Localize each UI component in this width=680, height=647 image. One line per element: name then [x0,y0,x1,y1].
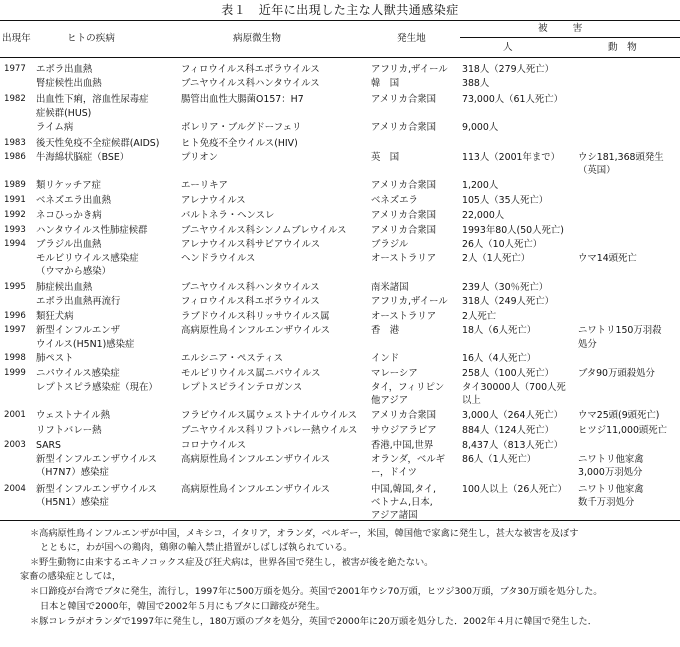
cell-animal: 数千万羽処分 [578,497,635,508]
cell-pathogen: フラビウイルス属ウェストナイルウイルス [181,410,357,421]
cell-disease: 出血性下痢，溶血性尿毒症 [36,94,149,105]
cell-human: 8,437人（813人死亡） [462,440,563,451]
footnote-line: 日本と韓国で2000年，韓国で2002年５月にもブタに口蹄疫が発生。 [40,601,325,612]
cell-pathogen: エーリキア [181,180,228,191]
cell-disease: ブラジル出血熱 [36,239,102,250]
cell-disease: ハンタウイルス性肺症候群 [36,225,148,236]
cell-pathogen: ブニヤウイルス科ハンタウイルス [181,78,320,89]
cell-human: 113人（2001年まで） [462,152,561,163]
cell-human: 2人死亡 [462,311,497,322]
cell-year: 2003 [4,440,26,450]
cell-disease: SARS [36,440,62,451]
cell-human: 239人（30％死亡） [462,282,549,293]
cell-year: 2001 [4,410,26,420]
cell-year: 2004 [4,484,26,494]
cell-origin: サウジアラビア [371,425,437,436]
cell-human: 22,000人 [462,210,505,221]
cell-year: 1986 [4,152,26,162]
cell-origin: ブラジル [371,239,409,250]
cell-human: 105人（35人死亡） [462,195,549,206]
footnote-line: ＊高病原性鳥インフルエンザが中国，メキシコ，イタリア，オランダ，ベルギー，米国，韓国他で家禽に発生し，甚大な被害を及ぼす [30,528,579,539]
cell-human: 258人（100人死亡） [462,368,555,379]
cell-human: 9,000人 [462,122,499,133]
cell-animal: ニワトリ150万羽殺 [578,325,662,336]
cell-animal: （英国） [578,165,616,176]
cell-origin: アフリカ,ザイール [371,296,448,307]
header-human: 人 [503,42,513,53]
table-bottom-rule [0,520,680,521]
cell-animal: ウマ14頭死亡 [578,253,637,264]
cell-animal: 3,000万羽処分 [578,467,643,478]
cell-human: 16人（4人死亡） [462,353,537,364]
cell-year: 1995 [4,282,26,292]
cell-year: 1996 [4,311,26,321]
cell-year: 1982 [4,94,26,104]
header-origin: 発生地 [397,33,426,44]
footnote-line: 家畜の感染症としては， [20,571,122,582]
cell-origin: ー，ドイツ [371,467,418,478]
cell-human: 1,200人 [462,180,499,191]
cell-disease: （ウマから感染） [36,266,112,277]
cell-disease: ベネズエラ出血熱 [36,195,112,206]
cell-pathogen: 腸管出血性大腸菌O157：H7 [181,94,304,105]
cell-pathogen: ヒト免疫不全ウイルス(HIV) [181,138,298,149]
cell-origin: 南米諸国 [371,282,409,293]
cell-human: 26人（10人死亡） [462,239,543,250]
cell-year: 1983 [4,138,26,148]
footnote-line: ＊野生動物に由来するエキノコックス症及び狂犬病は，世界各国で発生し，被害が後を絶たない。 [30,557,434,568]
cell-year: 1998 [4,353,26,363]
cell-disease: 肺症候出血熱 [36,282,93,293]
cell-origin: 香港,中国,世界 [371,440,434,451]
cell-disease: ウェストナイル熱 [36,410,110,421]
cell-disease: 肺ペスト [36,353,74,364]
cell-origin: 香 港 [371,325,400,336]
cell-year: 1991 [4,195,26,205]
cell-origin: ベネズエラ [371,195,418,206]
cell-pathogen: 高病原性鳥インフルエンザウイルス [181,484,331,495]
cell-pathogen: レプトスピラインテロガンス [181,382,303,393]
cell-pathogen: 高病原性鳥インフルエンザウイルス [181,454,331,465]
cell-year: 1993 [4,225,26,235]
cell-disease: 新型インフルエンザウイルス [36,484,157,495]
cell-disease: エボラ出血熱再流行 [36,296,121,307]
cell-disease: 牛海綿状脳症（BSE） [36,152,130,163]
cell-pathogen: アレナウイルス科サビアウイルス [181,239,321,250]
cell-year: 1977 [4,64,26,74]
cell-human: 1993年80人(50人死亡) [462,225,564,236]
cell-human: 318人（249人死亡） [462,296,555,307]
cell-animal: ウマ25頭(9頭死亡) [578,410,660,421]
cell-pathogen: ブニヤウイルス科ハンタウイルス [181,282,320,293]
cell-pathogen: バルトネラ・ヘンスレ [181,210,275,221]
cell-origin: ベトナム,日本, [371,497,433,508]
cell-disease: 新型インフルエンザ [36,325,121,336]
cell-pathogen: アレナウイルス [181,195,246,206]
cell-animal: ニワトリ他家禽 [578,454,644,465]
cell-human: 2人（1人死亡） [462,253,531,264]
cell-pathogen: エルシニア・ペスティス [181,353,283,364]
cell-origin: 英 国 [371,152,400,163]
cell-disease: （H5N1）感染症 [36,497,109,508]
cell-origin: アメリカ合衆国 [371,225,436,236]
cell-origin: タイ，フィリピン [371,382,445,393]
cell-year: 1997 [4,325,26,335]
header-year: 出現年 [2,33,31,44]
cell-animal: ブタ90万頭殺処分 [578,368,655,379]
cell-disease: モルビリウイルス感染症 [36,253,139,264]
cell-origin: 中国,韓国,タイ, [371,484,437,495]
cell-pathogen: ヘンドラウイルス [181,253,256,264]
footnote-line: ＊豚コレラがオランダで1997年に発生し，180万頭のブタを処分，英国で2000年に20万頭を処分した．2002年４月に韓国で発生した． [30,616,597,627]
header-disease: ヒトの疾病 [67,33,115,44]
cell-human: 73,000人（61人死亡） [462,94,563,105]
cell-human: 100人以上（26人死亡） [462,484,567,495]
cell-human: 18人（6人死亡） [462,325,537,336]
cell-pathogen: 高病原性鳥インフルエンザウイルス [181,325,331,336]
cell-origin: アメリカ合衆国 [371,180,436,191]
cell-disease: 類狂犬病 [36,311,74,322]
cell-disease: 症候群(HUS) [36,108,92,119]
cell-origin: アメリカ合衆国 [371,410,436,421]
cell-origin: アフリカ,ザイール [371,64,448,75]
cell-origin: オランダ，ベルギ [371,454,446,465]
cell-human: 388人 [462,78,490,89]
cell-origin: 韓 国 [371,78,400,89]
cell-origin: マレーシア [371,368,418,379]
cell-disease: ニパウイルス感染症 [36,368,120,379]
header-bottom-rule [0,57,680,58]
cell-disease: レプトスピラ感染症（現在） [36,382,158,393]
cell-origin: オーストラリア [371,311,437,322]
cell-human: 以上 [462,395,481,406]
cell-animal: ニワトリ他家禽 [578,484,644,495]
footnote-line: とともに，わが国への鶏肉，鶏卵の輸入禁止措置がしばしば執られている。 [40,542,353,553]
cell-disease: エボラ出血熱 [36,64,93,75]
cell-human: 884人（124人死亡） [462,425,555,436]
cell-pathogen: フィロウイルス科エボラウイルス [181,64,320,75]
cell-disease: 後天性免疫不全症候群(AIDS) [36,138,160,149]
cell-animal: ヒツジ11,000頭死亡 [578,425,668,436]
cell-pathogen: ラブドウイルス科リッサウイルス属 [181,311,330,322]
cell-pathogen: コロナウイルス [181,440,247,451]
cell-origin: アメリカ合衆国 [371,210,436,221]
table-title: 表１ 近年に出現した主な人獣共通感染症 [221,3,459,17]
cell-disease: ライム病 [36,122,74,133]
header-animal: 動 物 [608,42,637,53]
cell-origin: アジア諸国 [371,510,418,521]
damage-header-rule [460,37,680,38]
cell-disease: ウイルス(H5N1)感染症 [36,339,135,350]
cell-year: 1994 [4,239,26,249]
cell-pathogen: ブニヤウイルス科シンノムブレウイルス [181,225,347,236]
cell-disease: （H7N7）感染症 [36,467,109,478]
cell-pathogen: フィロウイルス科エボラウイルス [181,296,320,307]
cell-pathogen: モルビリウイルス属ニパウイルス [181,368,321,379]
cell-disease: 腎症候性出血熱 [36,78,102,89]
cell-pathogen: ボレリア・ブルグドーフェリ [181,122,302,133]
cell-human: 318人（279人死亡） [462,64,555,75]
cell-human: 3,000人（264人死亡） [462,410,563,421]
cell-pathogen: ブニヤウイルス科リフトバレー熱ウイルス [181,425,358,436]
cell-origin: オーストラリア [371,253,437,264]
cell-animal: ウシ181,368頭発生 [578,152,664,163]
cell-origin: アメリカ合衆国 [371,122,436,133]
cell-origin: インド [371,353,400,364]
cell-disease: ネコひっかき病 [36,210,102,221]
header-pathogen: 病原微生物 [233,33,281,44]
top-rule [0,20,680,21]
cell-human: タイ30000人（700人死 [462,382,566,393]
cell-human: 86人（1人死亡） [462,454,537,465]
cell-animal: 処分 [578,339,597,350]
header-damage: 被 害 [538,23,585,34]
cell-year: 1989 [4,180,26,190]
footnote-line: ＊口蹄疫が台湾でブタに発生，流行し，1997年に500万頭を処分。英国で2001年ウシ70万頭，ヒツジ300万頭，ブタ30万頭を処分した。 [30,586,603,597]
cell-pathogen: プリオン [181,152,219,163]
cell-disease: 新型インフルエンザウイルス [36,454,157,465]
cell-origin: 他アジア [371,395,409,406]
cell-disease: 類リケッチア症 [36,180,101,191]
cell-year: 1999 [4,368,26,378]
cell-origin: アメリカ合衆国 [371,94,436,105]
cell-year: 1992 [4,210,26,220]
cell-disease: リフトバレー熱 [36,425,102,436]
